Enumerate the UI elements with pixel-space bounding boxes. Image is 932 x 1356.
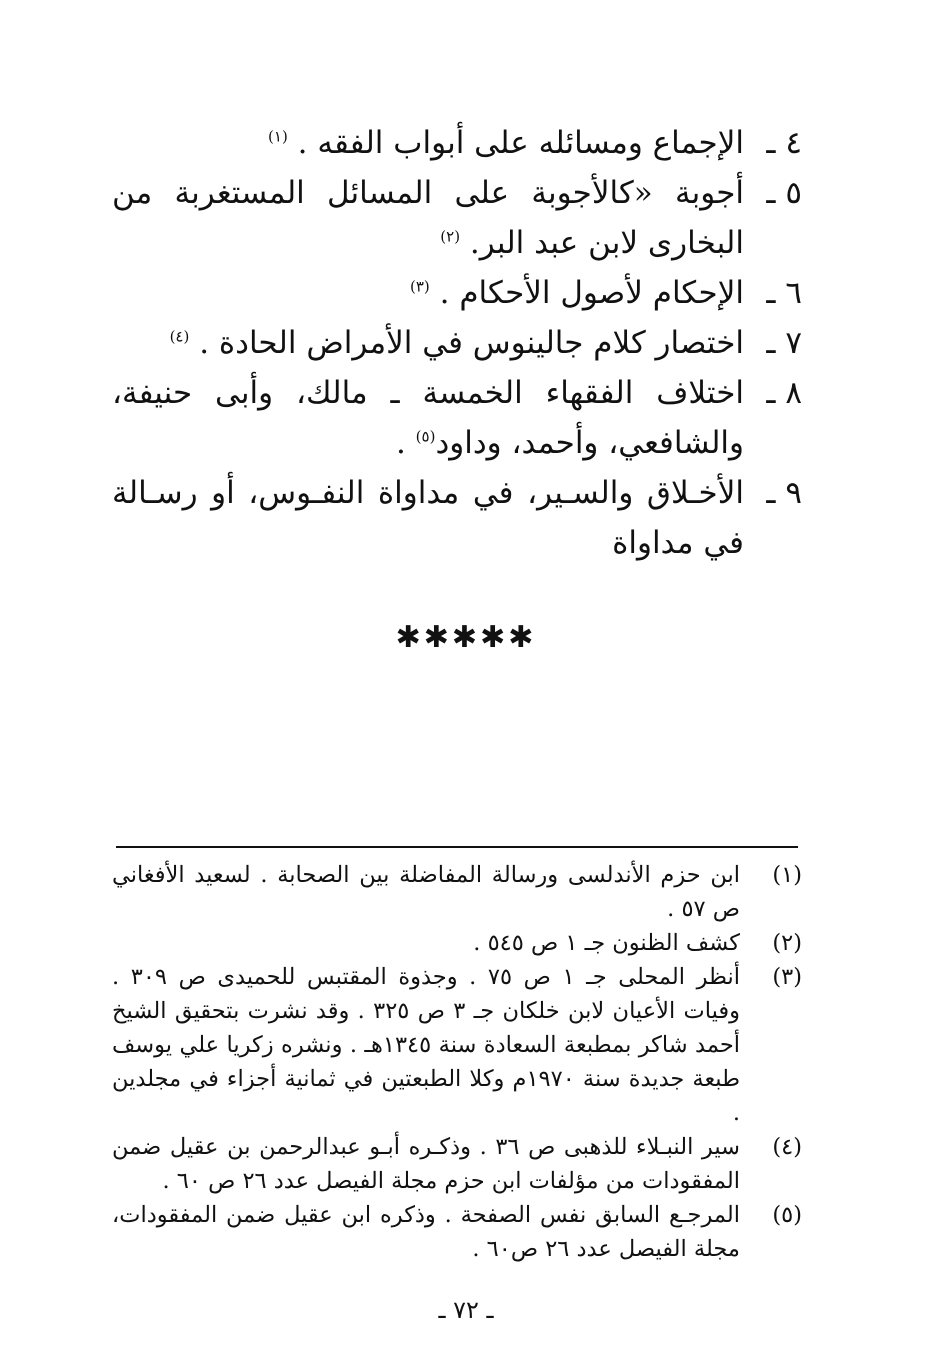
item-number: ٧ ـ (766, 325, 802, 361)
footnote (112, 960, 802, 1130)
footnote-text: سير النبـلاء للذهبى ص ٣٦ . وذكـره أبـو عبدالرحمن بن عقيل ضمن المفقودات من مؤلفات ابن حزم مجلة الفيصل عدد ٢٦ ص ٦٠ . (112, 1134, 740, 1194)
item-text: الإحكام لأصول الأحكام . $^{(٣)}$ (409, 275, 744, 311)
footnote-divider (116, 846, 798, 848)
item-text: اختلاف الفقهاء الخمسة ـ مالك، وأبى حنيفة، والشافعي، وأحمد، وداود$^{(٥)}$ . (112, 375, 744, 461)
list-item (112, 368, 802, 468)
footnote-text: أنظر المحلى جـ ١ ص ٧٥ . وجذوة المقتبس للحميدى ص ٣٠٩ . وفيات الأعيان لابن خلكان جـ ٣ ص ٣٢٥ . وقد نشرت بتحقيق الشيخ أحمد شاكر بمطبعة السعادة سنة ١٣٤٥هـ . ونشره زكريا علي يوسف طبعة جديدة سنة ١٩٧٠م وكلا الطبعتين في ثمانية أجزاء في مجلدين . (112, 964, 740, 1126)
list-item (112, 318, 802, 368)
footnote (112, 1198, 802, 1266)
item-text: الأخـلاق والسـير، في مداواة النفـوس، أو رسـالة في مداواة (112, 475, 744, 561)
footnote-ref[interactable]: (٥) (415, 427, 436, 446)
list-item (112, 268, 802, 318)
footnote-text: المرجـع السابق نفس الصفحة . وذكره ابن عقيل ضمن المفقودات، مجلة الفيصل عدد ٢٦ ص٦٠ . (112, 1202, 740, 1262)
footnote (112, 858, 802, 926)
footnote-number: (٥) (772, 1202, 802, 1228)
item-number: ٩ ـ (766, 475, 802, 511)
list-item (112, 118, 802, 168)
footnote-ref[interactable]: (٤) (169, 327, 190, 346)
footnote-ref[interactable]: (٣) (409, 277, 430, 296)
footnote-ref[interactable]: (١) (268, 127, 288, 146)
footnote-number: (٣) (772, 964, 802, 990)
item-number: ٤ ـ (766, 125, 802, 161)
page-number: ـ ٧٢ ـ (438, 1296, 494, 1324)
list-item (112, 468, 802, 568)
list-item (112, 168, 802, 268)
section-separator: ✱✱✱✱✱ (395, 620, 537, 655)
footnote-number: (٢) (772, 930, 802, 956)
item-number: ٦ ـ (766, 275, 802, 311)
footnote-text: كشف الظنون جـ ١ ص ٥٤٥ . (473, 930, 740, 956)
item-text: أجوبة «كالأجوبة على المسائل المستغربة من البخارى لابن عبد البر. $^{(٢)}$ (112, 175, 744, 261)
item-number: ٨ ـ (766, 375, 802, 411)
works-list (112, 118, 802, 568)
footnote-text: ابن حزم الأندلسى ورسالة المفاضلة بين الصحابة . لسعيد الأفغاني ص ٥٧ . (112, 862, 740, 922)
item-text: الإجماع ومسائله على أبواب الفقه . $^{(١)}$ (268, 125, 744, 161)
item-number: ٥ ـ (766, 175, 802, 211)
footnotes (112, 858, 802, 1266)
item-text: اختصار كلام جالينوس في الأمراض الحادة . $^{(٤)}$ (169, 325, 744, 361)
footnote-ref[interactable]: (٢) (440, 227, 461, 246)
footnote (112, 1130, 802, 1198)
footnote (112, 926, 802, 960)
footnote-number: (٤) (772, 1134, 802, 1160)
footnote-number: (١) (772, 862, 802, 888)
